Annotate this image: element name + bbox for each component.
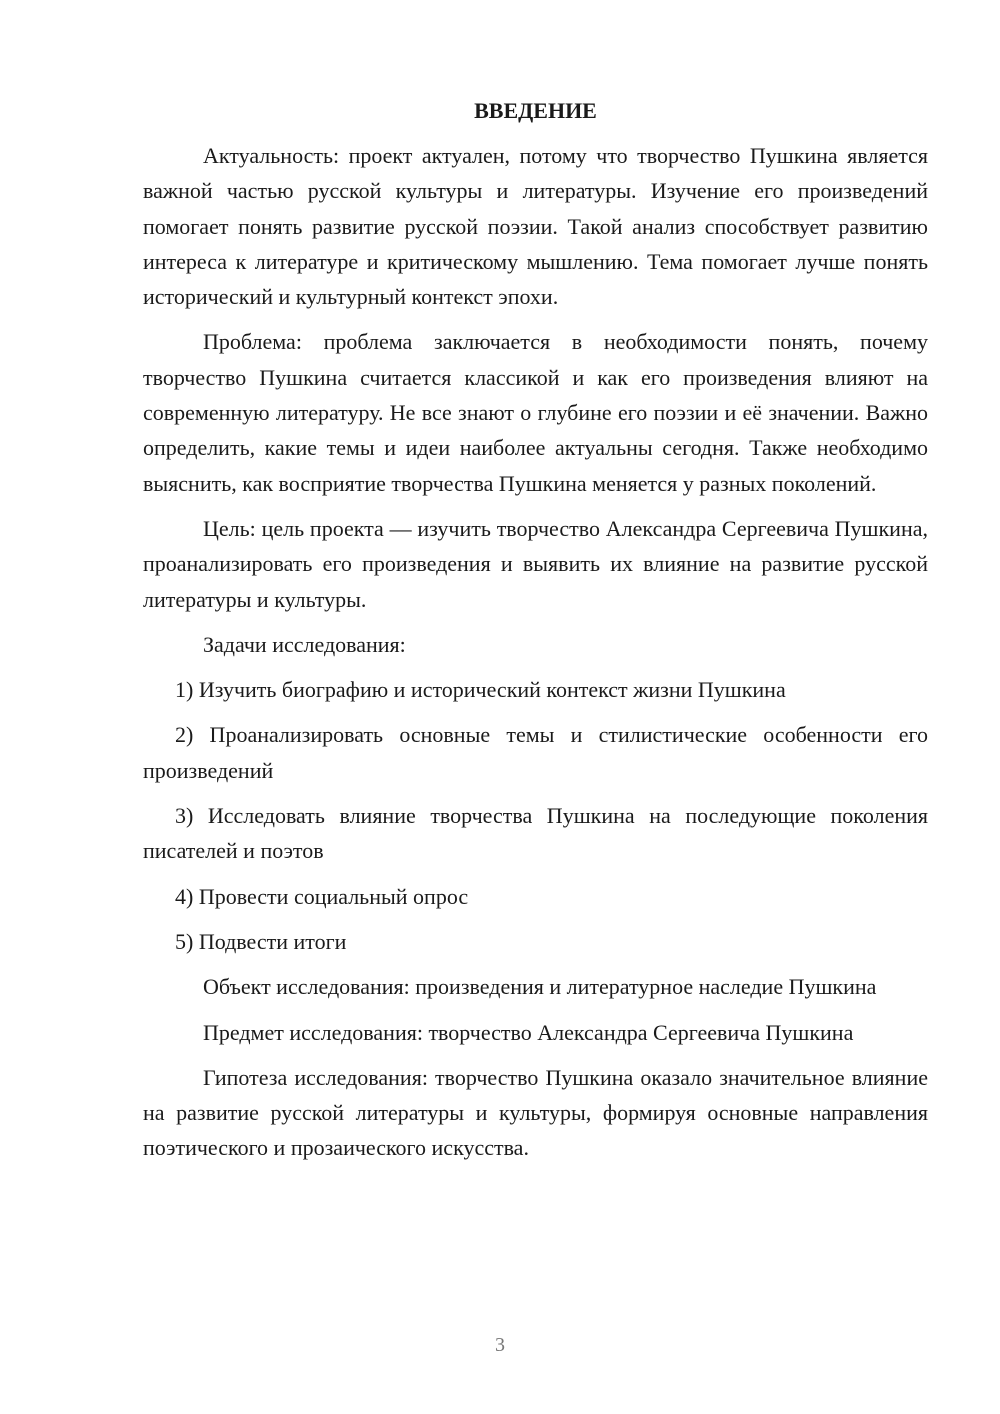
goal-paragraph: Цель: цель проекта — изучить творчество Александра Сергеевича Пушкина, проанализировать его произведения и выявить их влияние на развитие русской литературы и культуры.	[143, 515, 928, 612]
document-content	[143, 96, 928, 1176]
section-title: ВВЕДЕНИЕ	[474, 98, 597, 123]
task-item: 3) Исследовать влияние творчества Пушкина на последующие поколения писателей и поэтов	[143, 803, 928, 864]
page-number: 3	[495, 1334, 505, 1356]
task-item: 1) Изучить биографию и исторический контекст жизни Пушкина	[175, 677, 786, 703]
task-item: 4) Провести социальный опрос	[175, 883, 469, 909]
task-item: 2) Проанализировать основные темы и стилистические особенности его произведений	[143, 722, 928, 783]
problem-paragraph: Проблема: проблема заключается в необходимости понять, почему творчество Пушкина считается классикой и как его произведения влияют на современную литературу. Не все знают о глубине его поэзии и её значении. Важно определить, какие темы и идеи наиболее актуальны сегодня. Также необходимо выяснить, как восприятие творчества Пушкина меняется у разных поколений.	[143, 329, 928, 496]
object-paragraph: Объект исследования: произведения и литературное наследие Пушкина	[203, 974, 877, 1000]
subject-paragraph: Предмет исследования: творчество Александра Сергеевича Пушкина	[203, 1019, 854, 1045]
task-item: 5) Подвести итоги	[175, 928, 347, 954]
hypothesis-paragraph: Гипотеза исследования: творчество Пушкина оказало значительное влияние на развитие русской литературы и культуры, формируя основные направления поэтического и прозаического искусства.	[143, 1064, 928, 1161]
relevance-paragraph: Актуальность: проект актуален, потому что творчество Пушкина является важной частью русской культуры и литературы. Изучение его произведений помогает понять развитие русской поэзии. Такой анализ способствует развитию интереса к литературе и критическому мышлению. Тема помогает лучше понять исторический и культурный контекст эпохи.	[143, 143, 928, 310]
tasks-heading: Задачи исследования:	[203, 631, 406, 657]
